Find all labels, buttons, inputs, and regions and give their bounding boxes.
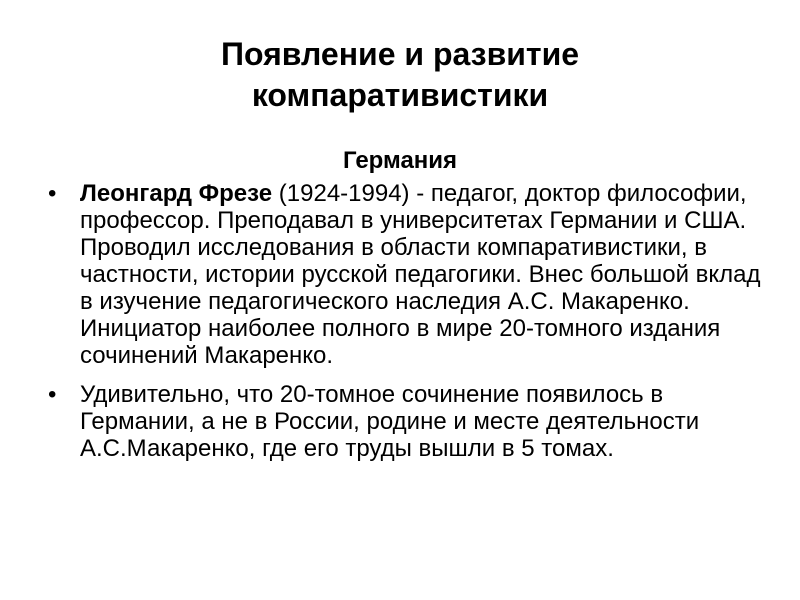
bullet-text: Удивительно, что 20-томное сочинение появилось в Германии, а не в России, родине и месте деятельности А.С.Макаренко, где его труды вышли в 5 томах. [80, 381, 700, 462]
slide-title [100, 34, 700, 116]
title-line-1: Появление и развитие [220, 36, 580, 72]
person-name: Леонгард Фрезе [80, 180, 273, 207]
bullet-marker: • [48, 381, 57, 408]
bullet-list [48, 180, 768, 474]
bullet-item-frese [48, 180, 768, 369]
title-line-2: компаративистики [251, 77, 549, 113]
bullet-marker: • [48, 180, 57, 207]
bullet-text: (1924-1994) - педагог, доктор философии, профессор. Преподавал в университетах Германии и США. Проводил исследования в области компаративистики, в частности, истории русской педагогики. Внес большой вклад в изучение педагогического наследия А.С. Макаренко. Инициатор наиболее полного в мире 20-томного издания сочинений Макаренко. [80, 180, 761, 369]
bullet-item-editions [48, 381, 768, 462]
section-subtitle: Германия [342, 147, 458, 174]
